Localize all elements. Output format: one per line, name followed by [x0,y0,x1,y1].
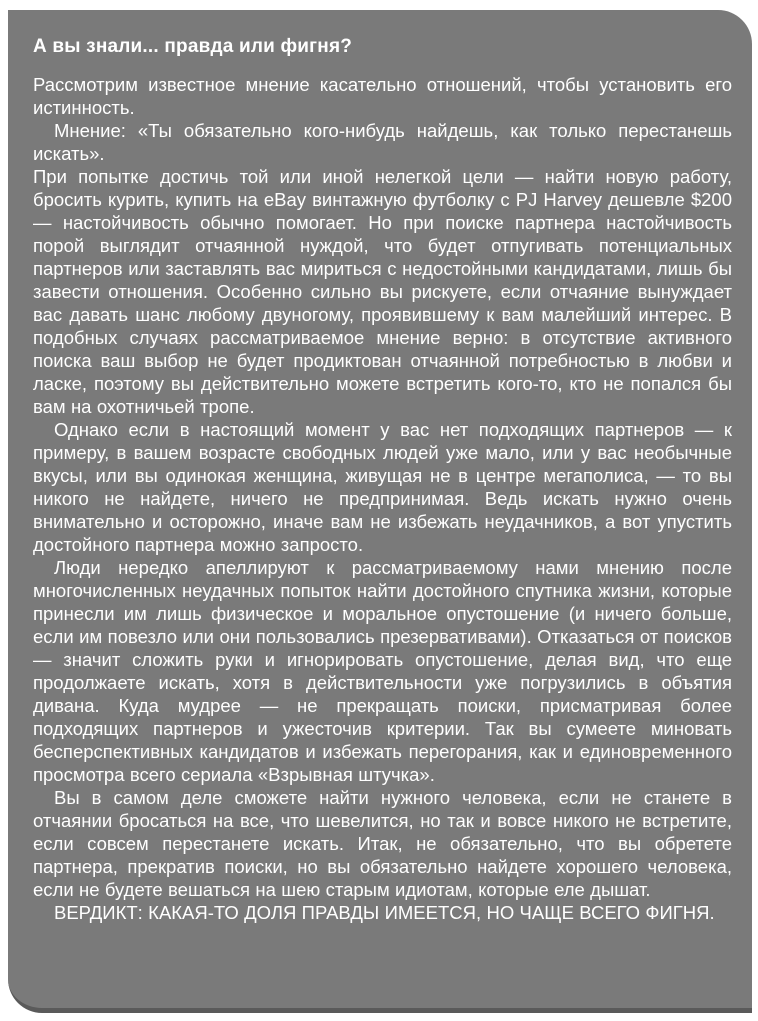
paragraph-body-3: Люди нередко апеллируют к рассматриваемому нами мнению после многочисленных неудачных попыток найти достойного спутника жизни, которые принесли им лишь физическое и моральное опустошение (и ничего больше, если им повезло или они пользовались презервативами). Отказаться от поисков — значит сложить руки и игнорировать опустошение, делая вид, что еще продолжаете искать, хотя в действительности уже погрузились в объятия дивана. Куда мудрее — не прекращать поиски, присматривая более подходящих партнеров и ужесточив критерии. Так вы сумеете миновать бесперспективных кандидатов и избежать перегорания, как и единовременного просмотра всего сериала «Взрывная штучка». [33,557,732,785]
paragraph-body-4: Вы в самом деле сможете найти нужного человека, если не станете в отчаянии бросаться на все, что шевелится, но так и вовсе никого не встретите, если совсем перестанете искать. Итак, не обязательно, что вы обретете партнера, прекратив поиски, но вы обязательно найдете хорошего человека, если не будете вешаться на шею старым идиотам, которые еле дышат. [33,787,732,900]
panel-title: А вы знали... правда или фигня? [33,36,353,57]
paragraph-opinion: Мнение: «Ты обязательно кого-нибудь найдешь, как только перестанешь искать». [33,120,732,164]
paragraph-body-1: При попытке достичь той или иной нелегкой цели — найти новую работу, бросить курить, купить на eBay винтажную футболку с PJ Harvey дешевле $200 — настойчивость обычно помогает. Но при поиске партнера настойчивость порой выглядит отчаянной нуждой, что будет отпугивать потенциальных партнеров или заставлять вас мириться с недостойными кандидатами, лишь бы завести отношения. Особенно сильно вы рискуете, если отчаяние вынуждает вас давать шанс любому двуногому, проявившему к вам малейший интерес. В подобных случаях рассматриваемое мнение верно: в отсутствие активного поиска ваш выбор не будет продиктован отчаянной потребностью в любви и ласке, поэтому вы действительно можете встретить кого-то, кто не попался бы вам на охотничьей тропе. [33,166,732,417]
verdict-text: ВЕРДИКТ: КАКАЯ-ТО ДОЛЯ ПРАВДЫ ИМЕЕТСЯ, НО ЧАЩЕ ВСЕГО ФИГНЯ. [54,902,715,923]
paragraph-body-2: Однако если в настоящий момент у вас нет подходящих партнеров — к примеру, в вашем возрасте свободных людей уже мало, или у вас необычные вкусы, или вы одинокая женщина, живущая не в центре мегаполиса, — то вы никого не найдете, ничего не предпринимая. Ведь искать нужно очень внимательно и осторожно, иначе вам не избежать неудачников, а вот упустить достойного партнера можно запросто. [33,419,732,555]
paragraph-intro: Рассмотрим известное мнение касательно отношений, чтобы установить его истинность. [33,74,732,118]
fact-check-panel [8,10,752,1013]
